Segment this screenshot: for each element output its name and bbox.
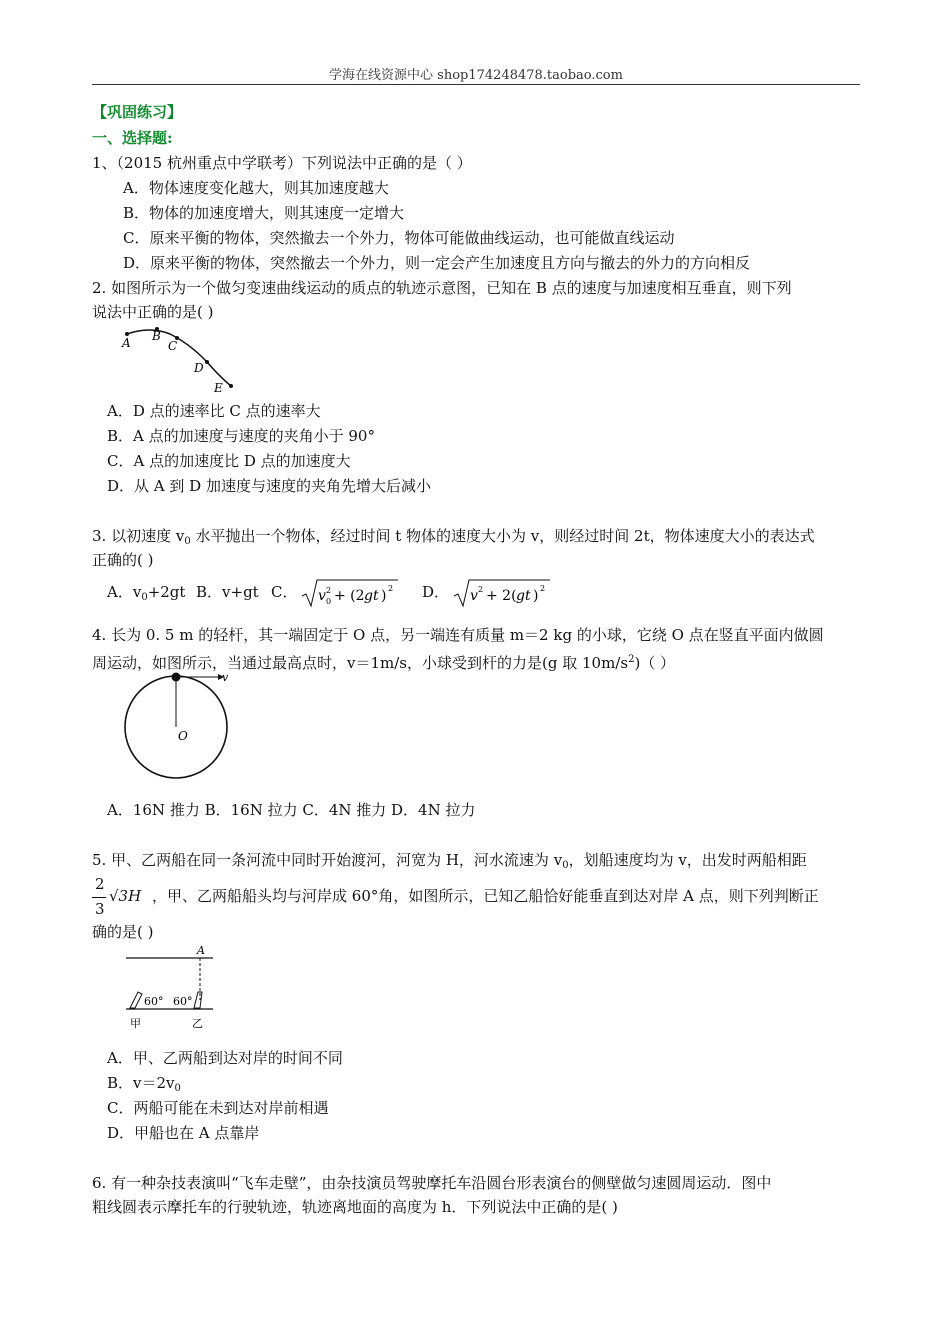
q2-option-a: A．D 点的速率比 C 点的速率大 bbox=[107, 402, 321, 420]
q2-stem-line1: 2. 如图所示为一个做匀变速曲线运动的质点的轨迹示意图，已知在 B 点的速度与加速度相互垂直，则下列 bbox=[92, 279, 792, 297]
point-a-label: A bbox=[122, 336, 131, 350]
q3-option-d-label: D． bbox=[422, 583, 450, 601]
q5-option-b: B．$v=2v_0$ bbox=[107, 1074, 181, 1094]
q3-option-c-formula bbox=[300, 576, 400, 614]
point-b-label: B bbox=[152, 329, 161, 343]
q1-option-b: B．物体的加速度增大，则其速度一定增大 bbox=[123, 204, 405, 222]
q3-option-b: B．v+gt bbox=[196, 583, 259, 601]
q5-option-c: C．两船可能在未到达对岸前相遇 bbox=[107, 1099, 329, 1117]
point-d-label: D bbox=[194, 361, 204, 375]
q3-option-d-formula bbox=[452, 576, 552, 614]
svg-text:+ 2(: + 2( bbox=[486, 588, 517, 604]
q2-stem-line2: 说法中正确的是( ) bbox=[92, 303, 214, 321]
q2-option-b: B．A 点的加速度与速度的夹角小于 90° bbox=[107, 427, 375, 445]
q2-option-c: C．A 点的加速度比 D 点的加速度大 bbox=[107, 452, 351, 470]
angle2-label: 60° bbox=[173, 995, 193, 1008]
q5-option-d: D．甲船也在 A 点靠岸 bbox=[107, 1124, 260, 1142]
svg-text:2: 2 bbox=[540, 584, 546, 593]
q2-option-d: D．从 A 到 D 加速度与速度的夹角先增大后减小 bbox=[107, 477, 431, 495]
q4-stem-line2: 周运动，如图所示，当通过最高点时，v＝1m/s，小球受到杆的力是(g 取 $10m/s^2$)（ ） bbox=[92, 654, 676, 672]
q5-stem-line1: 5. 甲、乙两船在同一条河流中同时开始渡河，河宽为 H，河水流速为 $v_0$，划船速度均为 v，出发时两船相距 bbox=[92, 851, 807, 871]
svg-text:): ) bbox=[381, 588, 387, 604]
q1-stem: 1、（2015 杭州重点中学联考）下列说法中正确的是（ ） bbox=[92, 154, 472, 172]
formula-c-svg bbox=[300, 576, 400, 610]
ball-dot bbox=[172, 673, 181, 682]
q4-stem-line1: 4. 长为 0. 5 m 的轻杆，其一端固定于 O 点，另一端连有质量 m＝2 kg 的小球，它绕 O 点在竖直平面内做圆 bbox=[92, 626, 824, 644]
formula-d-svg bbox=[452, 576, 552, 610]
q1-option-c: C．原来平衡的物体，突然撤去一个外力，物体可能做曲线运动，也可能做直线运动 bbox=[123, 229, 675, 247]
header-divider bbox=[92, 84, 860, 85]
svg-text:0: 0 bbox=[326, 597, 332, 606]
section-title: 【巩固练习】 bbox=[92, 103, 183, 121]
q5-stem-line2: ，甲、乙两船船头均与河岸成 60°角，如图所示，已知乙船恰好能垂直到达对岸 A 点，则下列判断正 bbox=[152, 887, 819, 905]
q3-option-c-label: C． bbox=[271, 583, 298, 601]
point-a-label: A bbox=[197, 944, 205, 957]
point-e-dot bbox=[229, 384, 233, 388]
fraction-numerator: 2 bbox=[95, 875, 105, 893]
velocity-label: v bbox=[222, 671, 229, 684]
q5-stem-line3: 确的是( ) bbox=[92, 923, 154, 941]
q4-circle-figure bbox=[118, 670, 243, 785]
svg-text:2: 2 bbox=[388, 584, 394, 593]
fraction-denominator: 3 bbox=[95, 900, 105, 918]
fraction-tail: √3H bbox=[109, 887, 142, 905]
svg-text:v: v bbox=[318, 588, 326, 604]
q6-stem-line2: 粗线圆表示摩托车的行驶轨迹，轨迹离地面的高度为 h．下列说法中正确的是( ) bbox=[92, 1198, 618, 1216]
q1-option-a: A．物体速度变化越大，则其加速度越大 bbox=[123, 179, 389, 197]
svg-text:gt: gt bbox=[364, 588, 379, 604]
q5-river-figure bbox=[118, 942, 223, 1032]
point-c-label: C bbox=[168, 339, 178, 353]
section-subtitle: 一、选择题: bbox=[92, 129, 173, 147]
trajectory-curve bbox=[127, 330, 231, 386]
svg-text:+ (2: + (2 bbox=[334, 588, 365, 604]
svg-text:2: 2 bbox=[478, 585, 484, 594]
q2-trajectory-figure bbox=[115, 322, 245, 394]
fraction-bar bbox=[92, 897, 106, 898]
q5-fraction bbox=[92, 875, 152, 921]
angle1-label: 60° bbox=[144, 995, 164, 1008]
svg-text:gt: gt bbox=[516, 588, 531, 604]
svg-text:v: v bbox=[470, 588, 478, 604]
boat-jia-shape bbox=[130, 992, 142, 1008]
boat-yi-label: 乙 bbox=[192, 1017, 203, 1030]
q1-option-d: D．原来平衡的物体，突然撤去一个外力，则一定会产生加速度且方向与撤去的外力的方向相反 bbox=[123, 254, 751, 272]
q3-stem-line2: 正确的( ) bbox=[92, 551, 154, 569]
boat-yi-shape bbox=[194, 992, 202, 1008]
q6-stem-line1: 6. 有一种杂技表演叫“飞车走壁”，由杂技演员驾驶摩托车沿圆台形表演台的侧壁做匀速圆周运动．图中 bbox=[92, 1174, 772, 1192]
point-e-label: E bbox=[214, 381, 223, 394]
point-d-dot bbox=[205, 360, 209, 364]
q3-stem-line1: 3. 以初速度 $v_0$ 水平抛出一个物体，经过时间 t 物体的速度大小为 v，则经过时间 2t，物体速度大小的表达式 bbox=[92, 527, 815, 547]
boat-jia-label: 甲 bbox=[130, 1017, 141, 1030]
svg-text:): ) bbox=[533, 588, 539, 604]
q3-option-a: A．$v_0+2gt$ bbox=[107, 583, 186, 603]
q5-option-a: A．甲、乙两船到达对岸的时间不同 bbox=[107, 1049, 343, 1067]
page-header: 学海在线资源中心 shop174248478.taobao.com bbox=[329, 68, 623, 83]
center-o-label: O bbox=[178, 729, 188, 743]
q4-options: A．16N 推力 B．16N 拉力 C．4N 推力 D．4N 拉力 bbox=[107, 801, 476, 819]
svg-text:2: 2 bbox=[326, 586, 332, 595]
